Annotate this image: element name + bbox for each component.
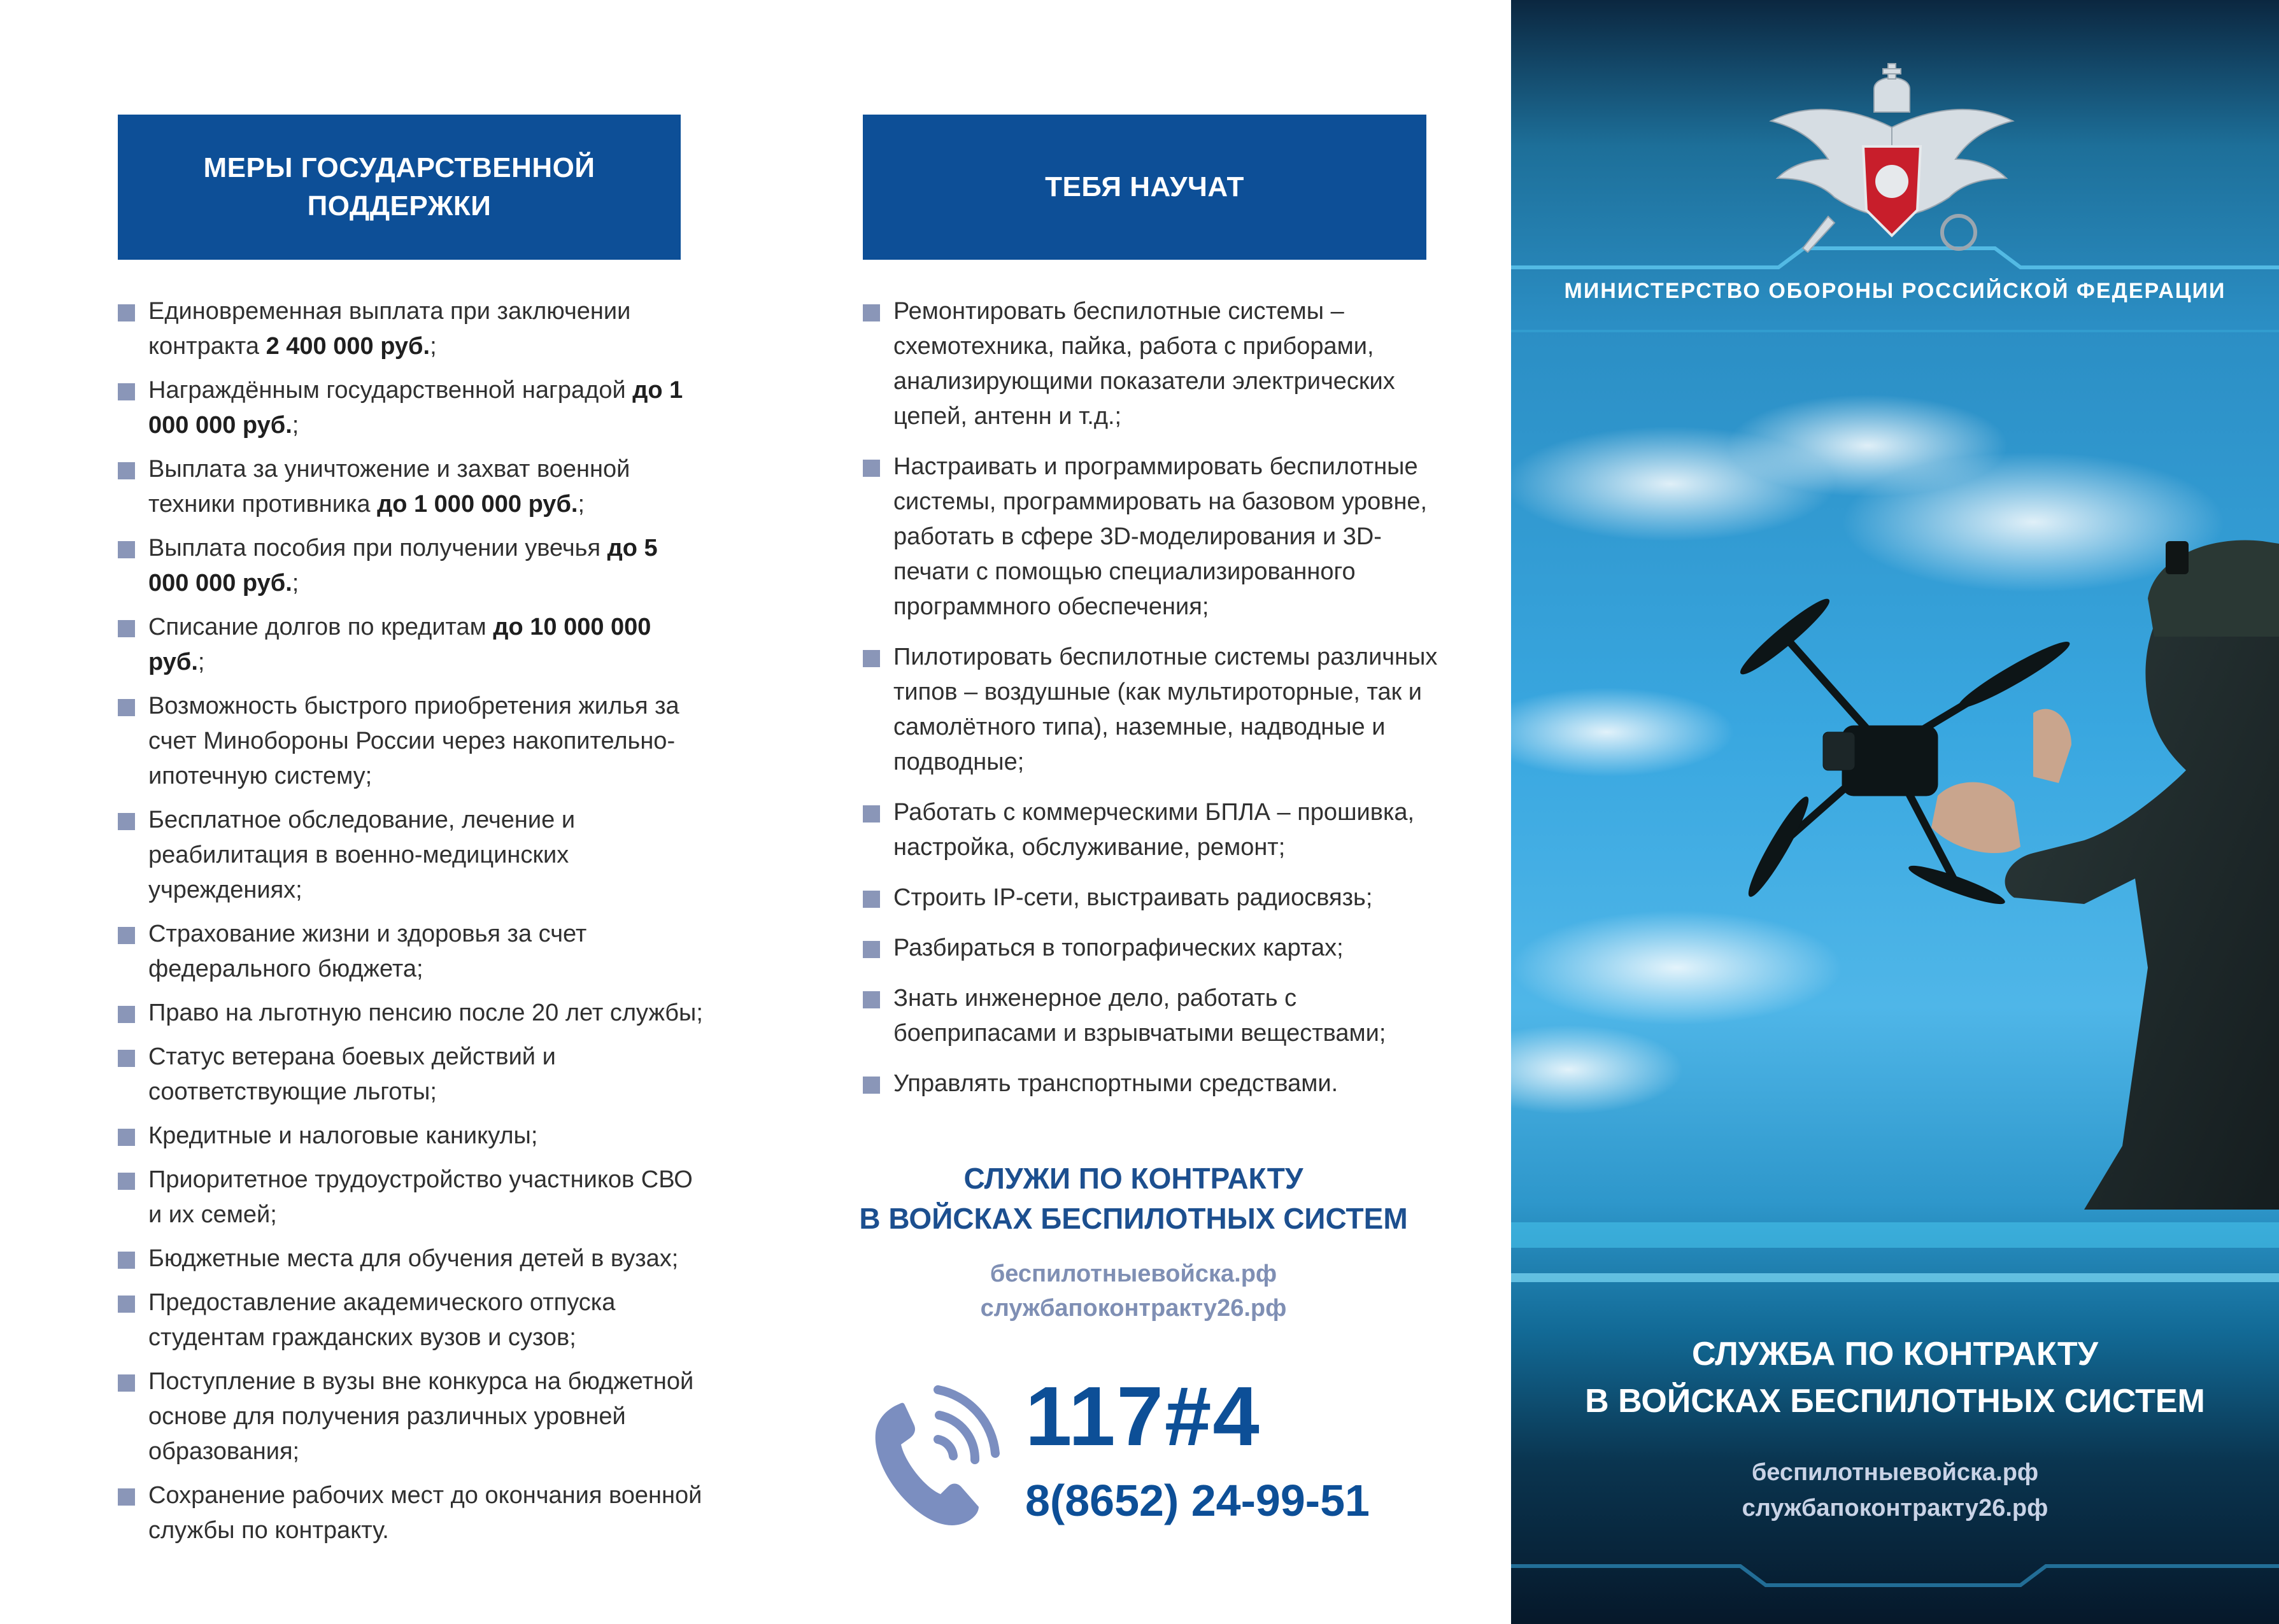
support-measure-item	[118, 1119, 704, 1154]
cover-website-link-2[interactable]: службапоконтракту26.рф	[1742, 1495, 2048, 1522]
support-measure-text: Поступление в вузы вне конкурса на бюджетной основе для получения различных уровней образования;	[148, 1368, 694, 1465]
square-bullet-icon	[118, 1129, 135, 1146]
support-measure-text: Бесплатное обследование, лечение и реабилитация в военно-медицинских учреждениях;	[148, 807, 576, 903]
support-measure-suffix: ;	[292, 570, 299, 597]
square-bullet-icon	[863, 650, 880, 667]
support-measure-item	[118, 373, 704, 443]
support-measure-suffix: ;	[430, 333, 437, 360]
support-measure-item	[118, 610, 704, 680]
support-measure-amount: 2 400 000 руб.	[266, 333, 430, 360]
training-header	[863, 115, 1426, 260]
slogan-line-2: В ВОЙСКАХ БЕСПИЛОТНЫХ СИСТЕМ	[859, 1202, 1408, 1235]
support-measure-amount: до 1 000 000 руб.	[148, 377, 683, 439]
square-bullet-icon	[863, 991, 880, 1008]
support-measure-item	[118, 1241, 704, 1276]
square-bullet-icon	[863, 805, 880, 823]
square-bullet-icon	[118, 1006, 135, 1023]
training-item	[863, 880, 1449, 915]
support-measure-text: Возможность быстрого приобретения жилья за счет Минобороны России через накопительно-ипотечную систему;	[148, 693, 679, 789]
support-measure-item	[118, 689, 704, 794]
support-measure-item	[118, 1040, 704, 1110]
support-measure-item	[118, 531, 704, 601]
training-item	[863, 981, 1449, 1051]
support-measure-text: Кредитные и налоговые каникулы;	[148, 1122, 538, 1149]
training-item-text: Строить IP-сети, выстраивать радиосвязь;	[893, 884, 1373, 911]
square-bullet-icon	[863, 941, 880, 958]
short-phone-number[interactable]: 117#4	[1025, 1369, 1261, 1463]
training-item-text: Пилотировать беспилотные системы различных типов – воздушные (как мультироторные, так и самолётного типа), наземные, надводные и подводные;	[893, 644, 1438, 775]
square-bullet-icon	[118, 1488, 135, 1506]
square-bullet-icon	[118, 927, 135, 944]
contract-title-line-2: В ВОЙСКАХ БЕСПИЛОТНЫХ СИСТЕМ	[1585, 1383, 2205, 1420]
support-measure-suffix: ;	[292, 412, 299, 439]
slogan-line-1: СЛУЖИ ПО КОНТРАКТУ	[963, 1162, 1303, 1195]
support-measure-item	[118, 1162, 704, 1232]
phone-icon	[863, 1378, 1000, 1537]
website-link-2[interactable]: службапоконтракту26.рф	[980, 1295, 1287, 1322]
square-bullet-icon	[863, 1077, 880, 1094]
square-bullet-icon	[118, 1296, 135, 1313]
support-measure-text: Единовременная выплата при заключении контракта	[148, 298, 631, 360]
support-measure-text: Награждённым государственной наградой	[148, 377, 633, 404]
support-measure-item	[118, 803, 704, 908]
support-measure-text: Выплата за уничтожение и захват военной техники противника	[148, 456, 630, 518]
square-bullet-icon	[118, 1374, 135, 1392]
training-item	[863, 449, 1449, 625]
square-bullet-icon	[118, 1050, 135, 1067]
support-measure-amount: до 1 000 000 руб.	[377, 491, 578, 518]
middle-panel	[751, 0, 1511, 1624]
training-item	[863, 795, 1449, 865]
support-measure-item	[118, 1285, 704, 1355]
training-title: ТЕБЯ НАУЧАТ	[1045, 171, 1244, 202]
training-item	[863, 294, 1449, 434]
support-measure-suffix: ;	[197, 649, 205, 675]
training-item-text: Разбираться в топографических картах;	[893, 935, 1344, 961]
support-measure-item	[118, 996, 704, 1031]
website-link-1[interactable]: беспилотныевойска.рф	[990, 1260, 1277, 1287]
square-bullet-icon	[118, 304, 135, 321]
support-measures-title: МЕРЫ ГОСУДАРСТВЕННОЙ ПОДДЕРЖКИ	[203, 152, 595, 222]
left-panel	[0, 0, 751, 1624]
support-measure-text: Предоставление академического отпуска студентам гражданских вузов и сузов;	[148, 1289, 616, 1351]
support-measure-item	[118, 1478, 704, 1548]
support-measure-text: Сохранение рабочих мест до окончания военной службы по контракту.	[148, 1482, 702, 1544]
square-bullet-icon	[863, 891, 880, 908]
training-item-text: Управлять транспортными средствами.	[893, 1070, 1338, 1097]
support-measure-suffix: ;	[578, 491, 585, 518]
support-measure-item	[118, 1364, 704, 1469]
contract-title-line-1: СЛУЖБА ПО КОНТРАКТУ	[1691, 1336, 2099, 1373]
square-bullet-icon	[118, 620, 135, 637]
support-measure-item	[118, 452, 704, 522]
square-bullet-icon	[118, 1252, 135, 1269]
square-bullet-icon	[863, 460, 880, 477]
support-measure-text: Страхование жизни и здоровья за счет федерального бюджета;	[148, 921, 587, 982]
support-measures-list	[118, 294, 704, 1557]
square-bullet-icon	[118, 383, 135, 400]
support-measure-amount: до 5 000 000 руб.	[148, 535, 658, 597]
training-item-text: Настраивать и программировать беспилотные системы, программировать на базовом уровне, работать в сфере 3D-моделирования и 3D-печати с помощью специализированного программного обеспечения;	[893, 453, 1428, 620]
right-panel	[1511, 0, 2279, 1624]
support-measure-text: Бюджетные места для обучения детей в вузах;	[148, 1245, 679, 1272]
support-measure-text: Выплата пособия при получении увечья	[148, 535, 607, 561]
square-bullet-icon	[118, 813, 135, 830]
slogan	[815, 1159, 1452, 1239]
support-measure-text: Право на льготную пенсию после 20 лет службы;	[148, 999, 703, 1026]
training-item-text: Знать инженерное дело, работать с боеприпасами и взрывчатыми веществами;	[893, 985, 1386, 1047]
support-measure-text: Приоритетное трудоустройство участников СВО и их семей;	[148, 1166, 693, 1228]
training-list	[863, 294, 1449, 1117]
support-measure-text: Списание долгов по кредитам	[148, 614, 493, 640]
phone-number[interactable]: 8(8652) 24-99-51	[1025, 1476, 1370, 1525]
square-bullet-icon	[118, 1173, 135, 1190]
training-item	[863, 1066, 1449, 1101]
square-bullet-icon	[118, 699, 135, 716]
support-measures-header	[118, 115, 681, 260]
square-bullet-icon	[863, 304, 880, 321]
cover-website-link-1[interactable]: беспилотныевойска.рф	[1751, 1459, 2039, 1486]
support-measure-text: Статус ветерана боевых действий и соответствующие льготы;	[148, 1043, 556, 1105]
ministry-name: МИНИСТЕРСТВО ОБОРОНЫ РОССИЙСКОЙ ФЕДЕРАЦИИ	[1564, 279, 2226, 303]
square-bullet-icon	[118, 462, 135, 479]
training-item-text: Ремонтировать беспилотные системы – схемотехника, пайка, работа с приборами, анализирующими показатели электрических цепей, антенн и т.д.;	[893, 298, 1395, 430]
support-measure-amount: до 10 000 000 руб.	[148, 614, 651, 675]
training-item	[863, 640, 1449, 780]
training-item-text: Работать с коммерческими БПЛА – прошивка, настройка, обслуживание, ремонт;	[893, 799, 1415, 861]
square-bullet-icon	[118, 541, 135, 558]
support-measure-item	[118, 917, 704, 987]
ministry-of-defence-emblem-icon	[1733, 51, 2051, 267]
support-measure-item	[118, 294, 704, 364]
training-item	[863, 931, 1449, 966]
